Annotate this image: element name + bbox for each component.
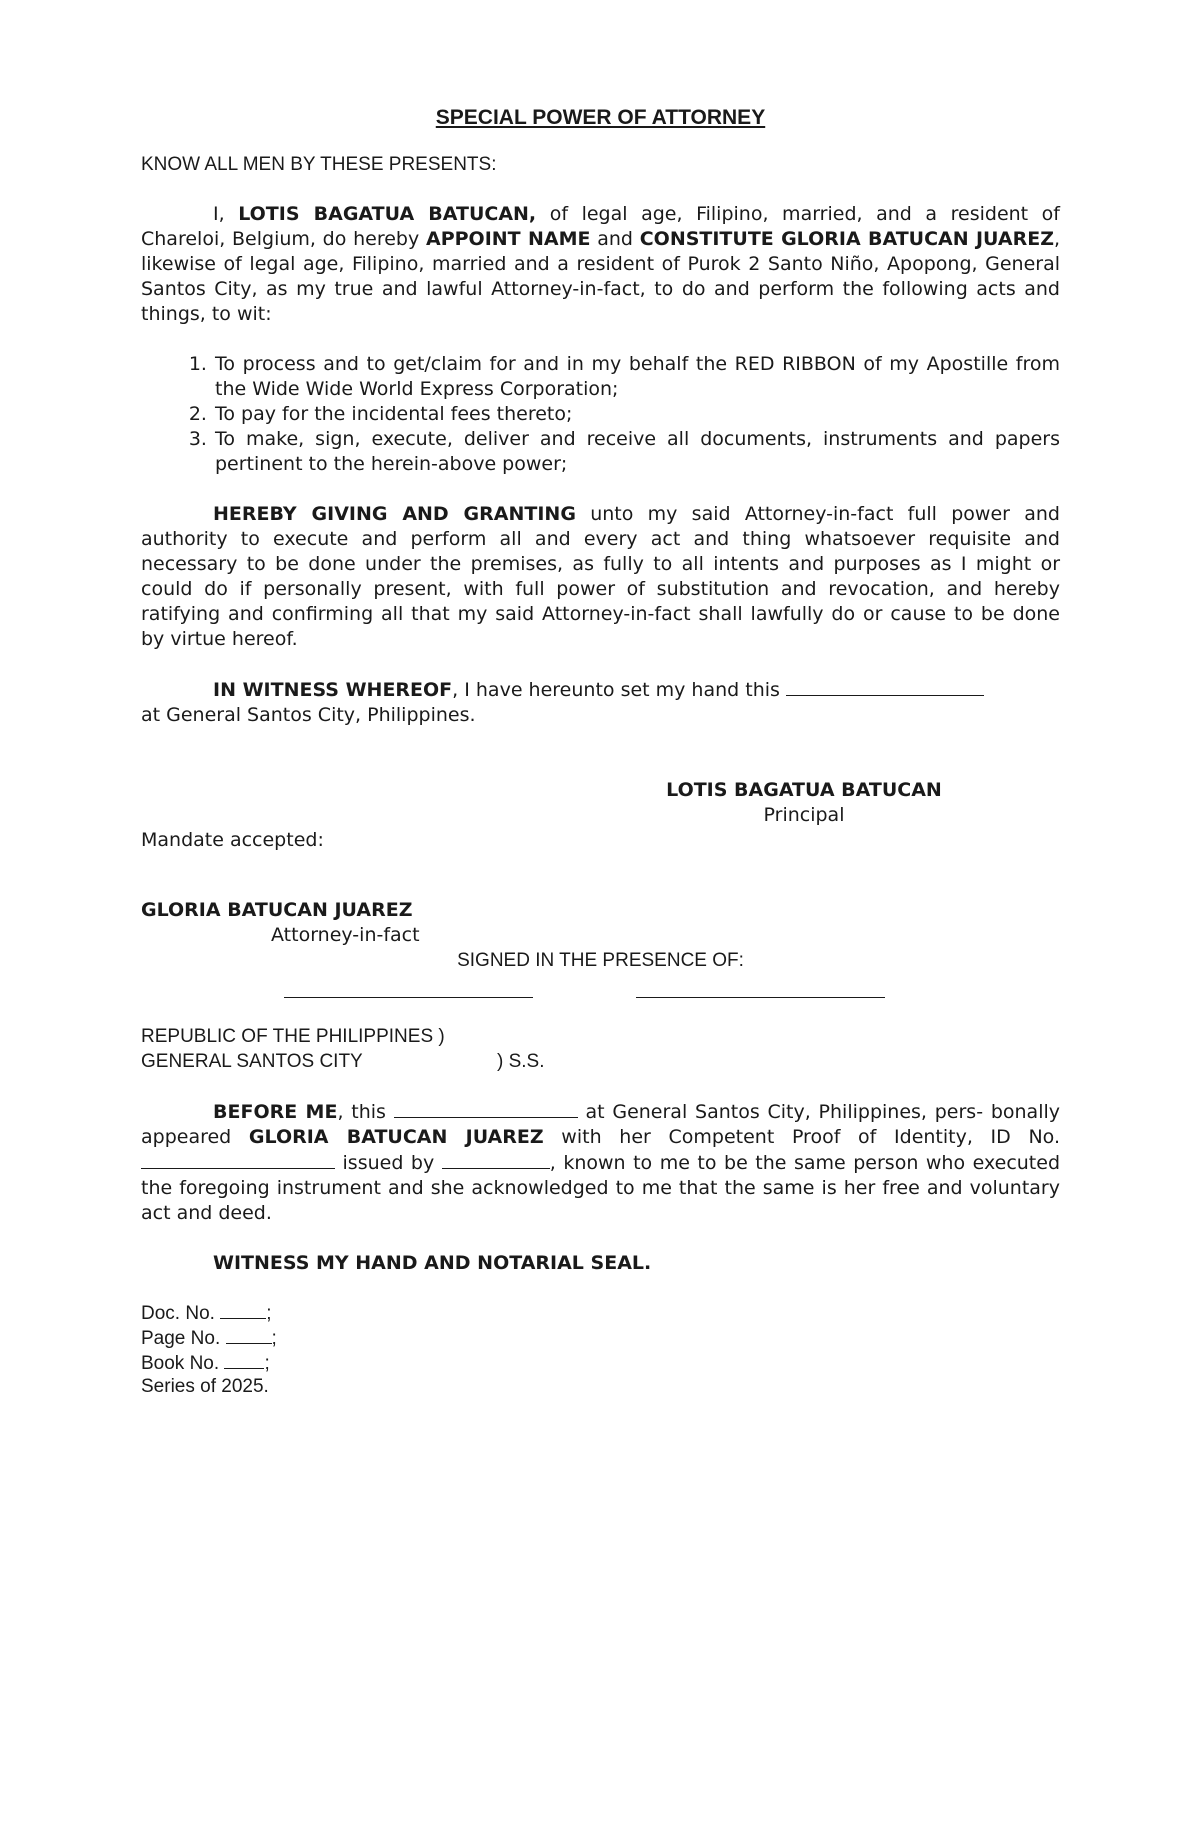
know-all-men-line: KNOW ALL MEN BY THESE PRESENTS: <box>141 154 497 175</box>
witness-line-1[interactable] <box>284 997 533 998</box>
acknowledgment-text-1: , this <box>337 1101 386 1123</box>
witness-whereof-text: , I have hereunto set my hand this <box>452 679 780 701</box>
page-number-line: Page No. ; <box>141 1325 1060 1350</box>
acknowledgment-text-3: bonally appeared <box>141 1101 1060 1148</box>
witness-signature-lines <box>141 973 1060 1013</box>
document-page <box>141 104 1060 1398</box>
venue-line-2: GENERAL SANTOS CITY <box>141 1051 363 1072</box>
notarial-seal-line: WITNESS MY HAND AND NOTARIAL SEAL. <box>213 1252 652 1274</box>
principal-name-inline: LOTIS BAGATUA BATUCAN, <box>238 203 537 225</box>
before-me-lead: BEFORE ME <box>213 1101 338 1123</box>
id-number-blank[interactable] <box>141 1150 335 1169</box>
notarial-registry <box>141 1300 1060 1398</box>
mandate-accepted-label: Mandate accepted: <box>141 829 324 851</box>
issued-by-blank[interactable] <box>442 1150 550 1169</box>
attorney-role: Attorney-in-fact <box>271 924 420 946</box>
principal-signature-block <box>141 778 1060 853</box>
witness-whereof-lead: IN WITNESS WHEREOF <box>213 679 453 701</box>
date-blank[interactable] <box>786 677 984 696</box>
appeared-name: GLORIA BATUCAN JUAREZ <box>248 1126 544 1148</box>
acknowledgment-date-blank[interactable] <box>394 1099 578 1118</box>
witness-whereof-paragraph <box>141 677 1060 728</box>
list-item: 2. To pay for the incidental fees thereto; <box>213 402 1060 427</box>
page-number-blank[interactable] <box>226 1325 272 1344</box>
witness-whereof-tail: at General Santos City, Philippines. <box>141 704 476 726</box>
list-item: 1. To process and to get/claim for and in my behalf the RED RIBBON of my Apostille from the Wide Wide World Express Corporation; <box>213 352 1060 402</box>
acknowledgment-text-2: at General Santos City, Philippines, pers- <box>585 1101 984 1123</box>
acts-list <box>141 352 1060 477</box>
doc-number-blank[interactable] <box>220 1300 266 1319</box>
venue-line-2-row <box>141 1049 1060 1075</box>
acknowledgment-text-6: , known to me to be the same person who executed the foregoing instrument and she acknowledged to me that the same is her free and voluntary act and deed. <box>141 1152 1061 1224</box>
page-number-label: Page No. <box>141 1328 221 1349</box>
signed-presence-label: SIGNED IN THE PRESENCE OF: <box>457 950 744 971</box>
venue-line-1: REPUBLIC OF THE PHILIPPINES ) <box>141 1026 445 1047</box>
acknowledgment-paragraph <box>141 1099 1060 1226</box>
granting-text: unto my said Attorney-in-fact full power and authority to execute and perform all and every act and thing whatsoever requisite and necessary to be done under the premises, as fully to all intents and purposes as I might or could do if personally present, with full power of substitution and revocation, and hereby ratifying and confirming all that my said Attorney-in-fact shall lawfully do or cause to be done by virtue hereof. <box>141 503 1060 650</box>
attorney-name: GLORIA BATUCAN JUAREZ <box>141 899 413 921</box>
witness-line-2[interactable] <box>636 997 885 998</box>
acknowledgment-text-5: issued by <box>342 1152 435 1174</box>
doc-number-label: Doc. No. <box>141 1303 215 1324</box>
appointment-paragraph <box>141 202 1060 327</box>
appointment-text-2: of legal age, Filipino, married, and a resident of Chareloi, Belgium, do hereby <box>141 203 1060 250</box>
granting-paragraph <box>141 502 1060 652</box>
appointment-text-1: I, <box>213 203 239 225</box>
principal-role: Principal <box>763 804 845 826</box>
book-number-line: Book No. ; <box>141 1350 1060 1375</box>
venue-ss: ) S.S. <box>497 1051 545 1072</box>
granting-lead: HEREBY GIVING AND GRANTING <box>213 503 576 525</box>
list-item: 3. To make, sign, execute, deliver and receive all documents, instruments and papers pertinent to the herein-above power; <box>213 427 1060 477</box>
book-number-label: Book No. <box>141 1353 220 1374</box>
constitute-phrase: CONSTITUTE GLORIA BATUCAN JUAREZ <box>639 228 1054 250</box>
appointment-text-3: and <box>590 228 640 250</box>
appoint-phrase: APPOINT NAME <box>426 228 591 250</box>
venue-block <box>141 1024 1060 1075</box>
book-number-blank[interactable] <box>224 1350 264 1369</box>
appointment-text-4: , likewise of legal age, Filipino, married and a resident of Purok 2 Santo Niño, Apopong, General Santos City, as my true and lawful Attorney-in-fact, to do and perform the following acts and things, to wit: <box>141 228 1061 325</box>
acknowledgment-text-4: with her Competent Proof of Identity, ID No. <box>543 1126 1061 1148</box>
doc-number-line: Doc. No. ; <box>141 1300 1060 1325</box>
principal-name: LOTIS BAGATUA BATUCAN <box>666 779 942 801</box>
document-title: SPECIAL POWER OF ATTORNEY <box>435 106 766 129</box>
series-line: Series of 2025. <box>141 1376 269 1397</box>
